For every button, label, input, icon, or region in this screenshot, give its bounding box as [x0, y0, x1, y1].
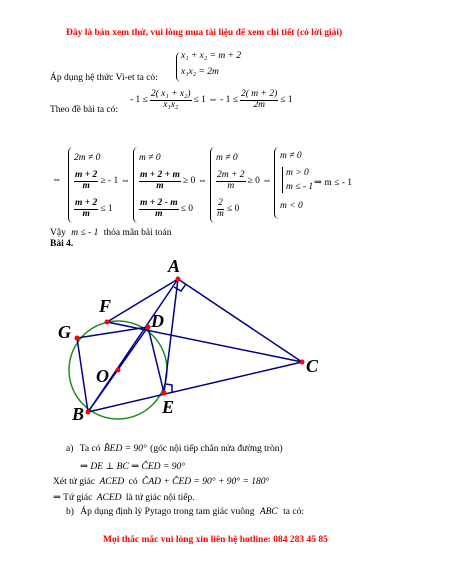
- condition-label: Theo đề bài ta có:: [50, 105, 119, 115]
- conclusion-math: m ≤ - 1: [71, 228, 99, 238]
- s3-r1: m ≠ 0: [216, 153, 238, 163]
- point-b: [86, 410, 91, 415]
- s1-r3-rel: ≤ 1: [100, 204, 113, 215]
- s1-r2-num: m + 2: [75, 170, 98, 180]
- s1-r1: 2m ≠ 0: [74, 153, 101, 163]
- right-angle-a: [174, 284, 186, 291]
- s3-r3-rel: ≤ 0: [226, 204, 240, 215]
- label-f: F: [99, 296, 112, 316]
- point-a: [176, 277, 181, 282]
- s1-r3-num: m + 2: [75, 198, 98, 208]
- segment-gb: [77, 338, 88, 412]
- solution-a-line1: [66, 444, 283, 454]
- s3-r3-num: 2: [218, 198, 223, 208]
- solution-b-marker: b): [66, 507, 74, 517]
- vieta-label: Áp dụng hệ thức Vi-et ta có:: [50, 73, 158, 83]
- s3-r3-den: m: [217, 208, 224, 219]
- s4-r1: m ≠ 0: [280, 151, 302, 161]
- solution-a-line4-math: ACED: [96, 493, 122, 503]
- point-o: [116, 368, 121, 373]
- solution-a-line3-mid: có: [128, 477, 138, 487]
- problem-4-title: Bài 4.: [50, 239, 74, 249]
- ineq-frac2-num: 2( m + 2): [241, 89, 278, 99]
- point-d: [146, 325, 151, 330]
- s2-r2-den: m: [156, 180, 164, 191]
- solution-a-text1: Ta có: [79, 444, 101, 454]
- label-e: E: [162, 397, 175, 417]
- solution-b-text2: ta có:: [283, 507, 304, 517]
- s1-r3-den: m: [82, 208, 90, 219]
- point-c: [300, 360, 305, 365]
- hotline-footer: Mọi thắc mắc vui lòng xin liên hệ hotline: 084 283 45 85: [103, 535, 328, 545]
- point-f: [105, 320, 110, 325]
- s4-r2a: m > 0: [286, 168, 309, 178]
- preview-banner: Đây là bản xem thử, vui lòng mua tài liệu để xem chi tiết (có lời giải): [66, 28, 343, 38]
- label-o: O: [96, 366, 109, 386]
- s3-r2-den: m: [227, 180, 235, 191]
- solution-a-marker: a): [66, 444, 74, 454]
- label-c: C: [306, 356, 319, 376]
- s4-r3: m < 0: [280, 201, 303, 211]
- s1-r2-rel: ≥ - 1 ⇔: [100, 176, 131, 187]
- s2-r3-den: m: [155, 208, 163, 219]
- s2-r2-num: m + 2 + m: [140, 170, 180, 180]
- s2-r1: m ≠ 0: [139, 153, 161, 163]
- label-d: D: [151, 311, 164, 331]
- conclusion-prefix: Vậy: [50, 228, 66, 238]
- ineq-mid: ≤ 1 ⇔ - 1 ≤: [193, 95, 239, 106]
- label-b: B: [72, 404, 85, 424]
- label-g: G: [58, 322, 71, 342]
- solution-b-math: ABC: [259, 507, 278, 517]
- solution-a-text2: (góc nội tiếp chắn nửa đường tròn): [150, 444, 283, 454]
- solution-b-text1: Áp dụng định lý Pytago trong tam giác vuông: [80, 507, 255, 517]
- s3-r2-num: 2m + 2: [217, 170, 245, 180]
- solution-a-line3-math1: ACED: [99, 477, 125, 487]
- system-arrow: ⇔: [52, 175, 62, 185]
- vieta-eq1: x₁ + x₂ = m + 2: [181, 51, 242, 61]
- right-angle-e: [166, 384, 172, 392]
- solution-a-line3: [53, 477, 269, 487]
- solution-a-math1: B̂ED = 90°: [103, 444, 147, 454]
- s1-r2-den: m: [82, 180, 90, 191]
- solution-a-line4-post: là tứ giác nội tiếp.: [125, 493, 195, 503]
- vieta-eq2: x₁x₂ = 2m: [181, 67, 219, 77]
- solution-a-line2: ⇒ DE ⊥ BC ⇒ ĈED = 90°: [80, 462, 185, 472]
- point-e: [162, 391, 167, 396]
- solution-a-line3-math2: ĈAD + ĈED = 90° + 90° = 180°: [141, 477, 270, 487]
- segment-de: [148, 327, 164, 393]
- s2-r2-rel: ≥ 0 ⇔: [182, 176, 208, 187]
- s2-r3-rel: ≤ 0: [180, 204, 193, 215]
- s3-r2-rel: ≥ 0 ⇔: [247, 176, 272, 187]
- point-g: [75, 336, 80, 341]
- s2-r3-num: m + 2 - m: [140, 198, 178, 208]
- label-a: A: [168, 256, 181, 276]
- solution-a-line3-pre: Xét tứ giác: [53, 477, 96, 487]
- ineq-frac1-den: x₁x₂: [163, 99, 179, 110]
- segment-af: [107, 279, 178, 322]
- s4-r2b: m ≤ - 1: [286, 182, 314, 192]
- ineq-frac1-num: 2( x₁ + x₂): [150, 89, 191, 99]
- segment-gd: [77, 327, 148, 338]
- solution-b-line1: [66, 507, 304, 517]
- ineq-left: - 1 ≤: [130, 95, 148, 106]
- solution-a-line4-pre: ⇒ Tứ giác: [53, 493, 93, 503]
- ineq-frac2-den: 2m: [253, 99, 265, 110]
- ineq-right: ≤ 1: [280, 95, 293, 106]
- solution-a-line4: [53, 492, 195, 503]
- system-result: ⇒ m ≤ - 1: [314, 178, 352, 188]
- conclusion-suffix: thỏa mãn bài toán: [103, 228, 172, 238]
